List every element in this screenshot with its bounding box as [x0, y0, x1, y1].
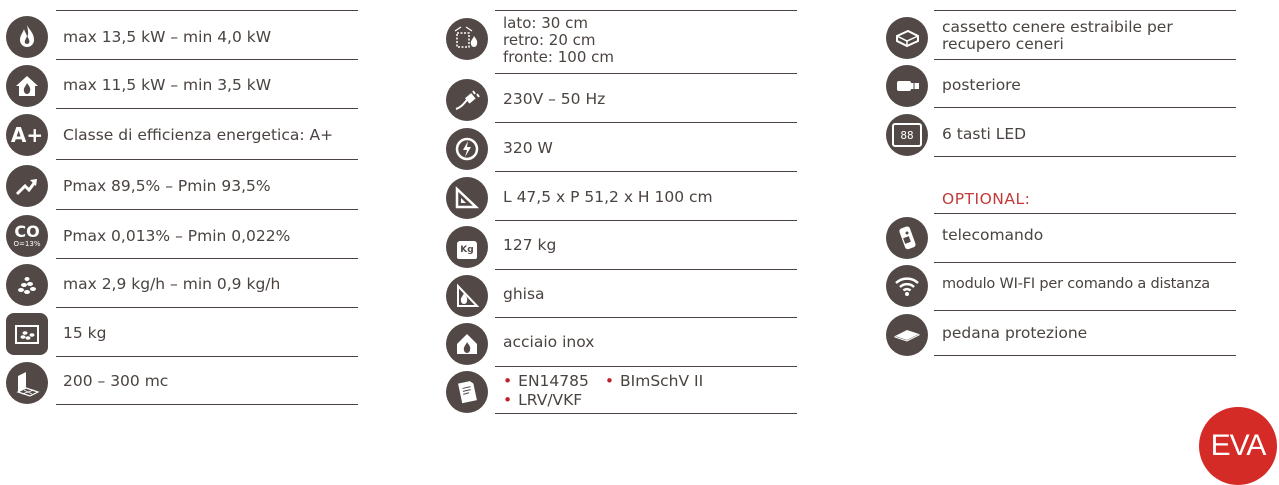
divider — [495, 413, 797, 414]
divider — [56, 258, 358, 259]
divider — [56, 356, 358, 357]
divider — [495, 171, 797, 172]
efficiency-arrow-icon — [6, 165, 48, 207]
brand-logo-text: EVA — [1210, 429, 1266, 462]
energy-class-text: Classe di efficienza energetica: A+ — [63, 126, 334, 144]
distance-text: lato: 30 cm retro: 20 cm fronte: 100 cm — [503, 14, 614, 66]
co-emission-icon: CO O=13% — [6, 215, 48, 257]
divider — [56, 209, 358, 210]
divider — [934, 107, 1236, 108]
flue-outlet-text: posteriore — [942, 76, 1021, 94]
heat-output-text: max 11,5 kW – min 3,5 kW — [63, 76, 272, 94]
power-icon — [446, 128, 488, 170]
divider — [495, 10, 797, 11]
divider — [934, 310, 1236, 311]
cert-lrv-vkf: LRV/VKF — [518, 391, 583, 409]
certifications-text: • EN14785 • BImSchV II • LRV/VKF — [503, 372, 704, 409]
optional-heading: OPTIONAL: — [942, 190, 1031, 208]
hopper-capacity-icon — [6, 313, 48, 355]
plug-icon — [446, 79, 488, 121]
wifi-module-text: modulo WI-FI per comando a distanza — [942, 276, 1210, 292]
divider — [495, 73, 797, 74]
controls-text: 6 tasti LED — [942, 125, 1027, 143]
divider — [56, 10, 358, 11]
pellet-consumption-icon — [6, 264, 48, 306]
dimensions-text: L 47,5 x P 51,2 x H 100 cm — [503, 188, 713, 206]
remote-control-text: telecomando — [942, 226, 1044, 244]
cert-bimschv: BImSchV II — [620, 372, 704, 390]
divider — [934, 156, 1236, 157]
divider — [495, 269, 797, 270]
divider — [495, 366, 797, 367]
divider — [495, 317, 797, 318]
ash-drawer-text: cassetto cenere estraibile per recupero ceneri — [942, 18, 1173, 53]
room-volume-icon — [6, 362, 48, 404]
cast-iron-icon — [446, 275, 488, 317]
divider — [56, 307, 358, 308]
floor-plate-text: pedana protezione — [942, 324, 1088, 342]
divider — [56, 404, 358, 405]
flue-outlet-icon — [886, 65, 928, 107]
divider — [56, 159, 358, 160]
cert-en14785: EN14785 — [518, 372, 589, 390]
inox-text: acciaio inox — [503, 333, 595, 351]
divider — [495, 220, 797, 221]
nominal-power-text: max 13,5 kW – min 4,0 kW — [63, 28, 272, 46]
co-emission-text: Pmax 0,013% – Pmin 0,022% — [63, 227, 291, 245]
hopper-capacity-text: 15 kg — [63, 324, 107, 342]
efficiency-text: Pmax 89,5% – Pmin 93,5% — [63, 177, 271, 195]
room-volume-text: 200 – 300 mc — [63, 372, 169, 390]
certificate-icon — [446, 371, 488, 413]
divider — [934, 10, 1236, 11]
weight-icon: Kg — [446, 226, 488, 268]
weight-text: 127 kg — [503, 236, 557, 254]
divider — [934, 213, 1236, 214]
voltage-text: 230V – 50 Hz — [503, 90, 606, 108]
brand-logo — [1199, 407, 1277, 485]
divider — [495, 122, 797, 123]
divider — [934, 355, 1236, 356]
power-text: 320 W — [503, 139, 553, 157]
dimensions-icon — [446, 177, 488, 219]
house-heat-icon — [6, 65, 48, 107]
pellet-consumption-text: max 2,9 kg/h – min 0,9 kg/h — [63, 275, 281, 293]
material-text: ghisa — [503, 285, 545, 303]
led-display-icon: 88 — [886, 114, 928, 156]
energy-class-a-plus-icon: A+ — [6, 114, 48, 156]
stainless-steel-icon — [446, 323, 488, 365]
ash-drawer-icon — [886, 17, 928, 59]
remote-control-icon — [886, 217, 928, 259]
floor-plate-icon — [886, 314, 928, 356]
divider — [934, 59, 1236, 60]
divider — [56, 59, 358, 60]
flame-icon — [6, 16, 48, 58]
wifi-icon — [886, 265, 928, 307]
divider — [56, 108, 358, 109]
divider — [934, 262, 1236, 263]
distance-flame-icon — [446, 18, 488, 60]
